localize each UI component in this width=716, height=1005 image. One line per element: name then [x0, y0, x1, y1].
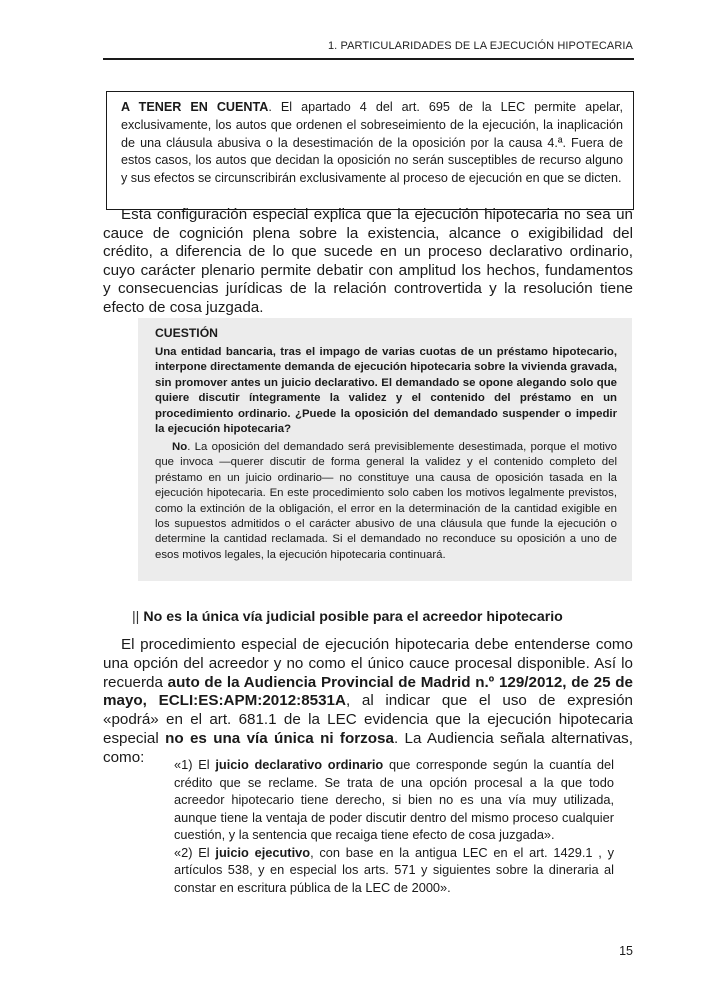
quote-1-pre: «1) El — [174, 757, 216, 772]
answer-body: . La oposición del demandado será previsiblemente desestimada, porque el motivo que invoca —querer discutir de forma general la validez y el contenido completo del préstamo en un juicio ordinario— no constituye una causa de oposición tasada en la ejecución hipotecaria. En este procedimiento solo caben los motivos legalmente previstos, como la extinción de la obligación, el error en la determinación de la cantidad exigible en los supuestos admitidos o el carácter abusivo de una cláusula que funde la ejecución o determine la cantidad reclamada. Si el demandado no reconduce su oposición a uno de esos motivos legales, la ejecución hipotecaria continuará. — [155, 441, 617, 561]
paragraph-2-part-3: . La Audiencia señala alternativas, como: — [103, 729, 633, 766]
section-title: No es la única vía judicial posible para el acreedor hipotecario — [143, 609, 563, 625]
paragraph-1 — [103, 206, 633, 318]
note-box — [106, 91, 634, 210]
paragraph-2-part-1: El procedimiento especial de ejecución hipotecaria debe entenderse como una opción del acreedor y no como el único cauce procesal disponible. Así lo recuerda — [103, 636, 633, 691]
block-quote — [174, 756, 614, 896]
quote-1-bold: juicio declarativo ordinario — [215, 757, 384, 772]
question-box — [138, 318, 632, 581]
header-rule — [103, 58, 634, 60]
quote-2-post: , con base en la antigua LEC en el art. 1429.1 , y artículos 538, y en especial los arts. 571 y siguientes sobre la dineraria al constar en escritura pública de la LEC de 2000». — [174, 844, 614, 895]
quote-item-2 — [174, 844, 614, 897]
note-label: A TENER EN CUENTA — [121, 100, 269, 114]
page-number: 15 — [619, 944, 633, 958]
question-text: Una entidad bancaria, tras el impago de varias cuotas de un préstamo hipotecario, interpone directamente demanda de ejecución hipotecaria sobre la vivienda gravada, sin promover antes un juicio declarativo. El demandado se opone alegando solo que quiere discutir íntegramente la validez y el contenido del préstamo en un procedimiento ordinario. ¿Puede la oposición del demandado suspender o impedir la ejecución hipotecaria? — [155, 346, 617, 436]
running-header: 1. PARTICULARIDADES DE LA EJECUCIÓN HIPOTECARIA — [327, 40, 633, 52]
section-marker: || — [132, 609, 140, 625]
answer-text — [155, 440, 617, 563]
quote-2-pre: «2) El — [174, 844, 216, 860]
question-title: CUESTIÓN — [155, 326, 218, 340]
paragraph-2 — [103, 636, 633, 768]
paragraph-2-bold-1: auto de la Audiencia Provincial de Madrid n.º 129/2012, de 25 de mayo, ECLI:ES:APM:2012:8531A — [103, 673, 633, 710]
quote-1-post: que corresponde según la cuantía del crédito que se reclame. Se trata de una opción procesal a la que todo acreedor hipotecario tiene derecho, si bien no es una vía muy utilizada, aunque tiene la ventaja de poder discutir dentro del mismo proceso cualquier cuestión, y la sentencia que recaiga tiene efecto de cosa juzgada». — [174, 757, 614, 842]
paragraph-2-bold-2: no es una vía única ni forzosa — [165, 729, 394, 747]
answer-lead: No — [172, 441, 188, 453]
quote-item-1 — [174, 756, 614, 844]
section-heading — [132, 609, 563, 625]
quote-2-bold: juicio ejecutivo — [215, 844, 311, 860]
note-text: . El apartado 4 del art. 695 de la LEC permite apelar, exclusivamente, los autos que ordenen el sobreseimiento de la ejecución, la inaplicación de una cláusula abusiva o la desestimación de la oposición por la causa 4.ª. Fuera de estos casos, los autos que decidan la oposición no serán susceptibles de recurso alguno y sus efectos se circunscribirán exclusivamente al proceso de ejecución en que se dicten. — [121, 100, 623, 186]
paragraph-2-part-2: , al indicar que el uso de expresión «podrá» en el art. 681.1 de la LEC evidencia que la ejecución hipotecaria especial — [103, 692, 633, 747]
paragraph-1-text: Esta configuración especial explica que la ejecución hipotecaria no sea un cauce de cognición plena sobre la existencia, alcance o exigibilidad del crédito, a diferencia de lo que sucede en un proceso declarativo ordinario, cuyo carácter plenario permite debatir con amplitud los hechos, fundamentos y consecuencias jurídicas de la relación controvertida y la resolución tiene efecto de cosa juzgada. — [103, 206, 633, 316]
